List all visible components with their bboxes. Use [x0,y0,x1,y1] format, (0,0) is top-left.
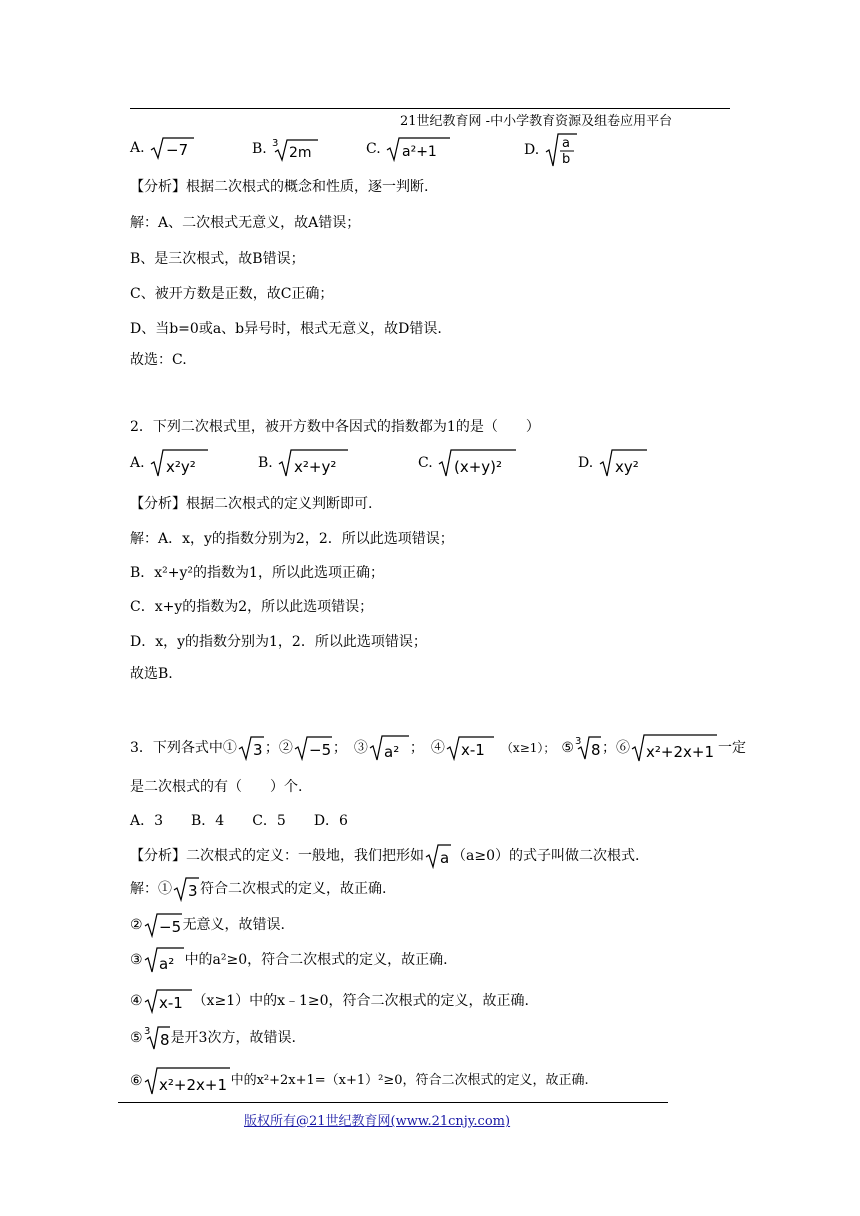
option-letter: A. [130,140,145,156]
q3-choices: A．3 B．4 C．5 D．6 [130,813,348,829]
radical-sign [574,735,602,761]
numerator: a [561,136,570,151]
radicand: x²+2x+1 [645,743,714,761]
q1-option-c [366,136,451,162]
q2-solution-line: 解：A．x，y的指数分别为2，2．所以此选项错误； [130,531,454,547]
radicand: a² [383,743,400,761]
radical-sign [544,132,578,168]
option-letter: C. [366,141,381,157]
root-index: 3 [574,736,582,747]
q2-solution-line: C．x+y的指数为2，所以此选项错误； [130,599,374,615]
q2-solution-line: B．x²+y²的指数为1，所以此选项正确； [130,565,384,581]
radical-sign [143,1066,231,1096]
radicand: xy² [614,458,639,476]
header-text: 21世纪教育网 -中小学教育资源及组卷应用平台 [400,114,673,129]
q3-solution-5: ⑤ 3 8 是开3次方，故错误. [130,1026,296,1049]
q1-analysis: 【分析】根据二次根式的概念和性质，逐一判断. [130,179,429,195]
radical-sign [143,1025,171,1051]
q1-option-b [252,136,319,162]
q3-solution-6: ⑥ x²+2x+1 中的x²+2x+1=（x+1）²≥0，符合二次根式的定义，故正确. [130,1066,589,1096]
radicand: (x+y)² [454,458,503,476]
radical-sign [143,946,185,974]
q3-solution-1: 解：① 3 符合二次根式的定义，故正确. [130,876,386,902]
radical-sign [172,876,200,902]
q2-option-c [418,448,517,478]
q2-option-d [578,448,648,478]
q1-solution-line: D、当b=0或a、b异号时，根式无意义，故D错误. [130,321,442,337]
q1-option-d [524,132,578,168]
radical-sign [437,448,517,478]
radicand: a²+1 [402,144,437,160]
radicand: x²+y² [294,458,337,476]
radicand: 8 [159,1031,170,1049]
radical-sign [143,912,183,938]
header-rule [130,108,730,109]
radicand: −5 [308,741,332,759]
radical-sign [385,136,451,162]
radical-sign [149,136,195,160]
radical-sign [598,448,648,478]
q2-stem: 2．下列二次根式里，被开方数中各因式的指数都为1的是（ ） [130,419,540,435]
radicand: 8 [590,741,601,759]
option-letter: D. [578,455,594,471]
radical-sign [277,448,349,478]
q2-analysis: 【分析】根据二次根式的定义判断即可. [130,496,373,512]
radicand: a [440,849,450,867]
radical-sign [368,734,410,762]
radicand: 3 [252,741,263,759]
q2-solution-line: D．x，y的指数分别为1，2．所以此选项错误； [130,634,427,650]
option-letter: B. [258,455,273,471]
option-letter: C. [418,455,433,471]
q1-answer: 故选：C. [130,352,187,368]
radical-sign [630,733,718,763]
radical-sign [237,735,265,761]
radicand: 3 [188,882,198,900]
q3-stem-line-2: 是二次根式的有（ ）个. [130,779,303,795]
radical-sign [445,735,495,761]
q3-solution-4: ④ x-1 （x≥1）中的x﹣1≥0，符合二次根式的定义，故正确. [130,988,529,1014]
radicand: x-1 [460,741,485,759]
radical-sign [424,843,452,869]
radicand: a² [158,955,174,973]
q1-option-a [130,136,195,160]
q3-solution-3: ③ a² 中的a²≥0，符合二次根式的定义，故正确. [130,946,448,974]
radicand: −5 [158,918,181,936]
q2-answer: 故选B. [130,666,173,682]
radicand: x-1 [158,994,183,1012]
q1-solution-line: C、被开方数是正数，故C正确； [130,286,334,302]
radical-sign [271,136,319,162]
radicand: x²y² [166,458,196,476]
denominator: b [561,152,570,167]
q3-analysis: 【分析】二次根式的定义：一般地，我们把形如 a （a≥0）的式子叫做二次根式. [130,843,639,869]
root-index: 3 [272,138,279,149]
radicand: x²+2x+1 [158,1076,227,1094]
radical-sign [293,735,333,761]
q1-solution-line: B、是三次根式，故B错误； [130,251,305,267]
root-index: 3 [143,1026,150,1037]
radical-sign [143,988,193,1014]
q3-stem: 3．下列各式中① 3 ；② −5 ； ③ a² ； ④ x-1 （x≥1）； ⑤ 3 8 ；⑥ x²+2x+1 一定 [130,733,746,763]
radicand: 2m [289,145,312,161]
q2-option-a [130,448,209,478]
q3-solution-2: ② −5 无意义，故错误. [130,912,285,938]
option-letter: D. [524,142,540,158]
radical-sign [149,448,209,478]
q1-solution-line: 解：A、二次根式无意义，故A错误； [130,215,361,231]
footer-rule [118,1102,668,1103]
q2-option-b [258,448,349,478]
footer-copyright-link[interactable]: 版权所有@21世纪教育网(www.21cnjy.com) [244,1114,511,1129]
radicand: −7 [166,141,189,159]
option-letter: B. [252,141,267,157]
option-letter: A. [130,455,145,471]
